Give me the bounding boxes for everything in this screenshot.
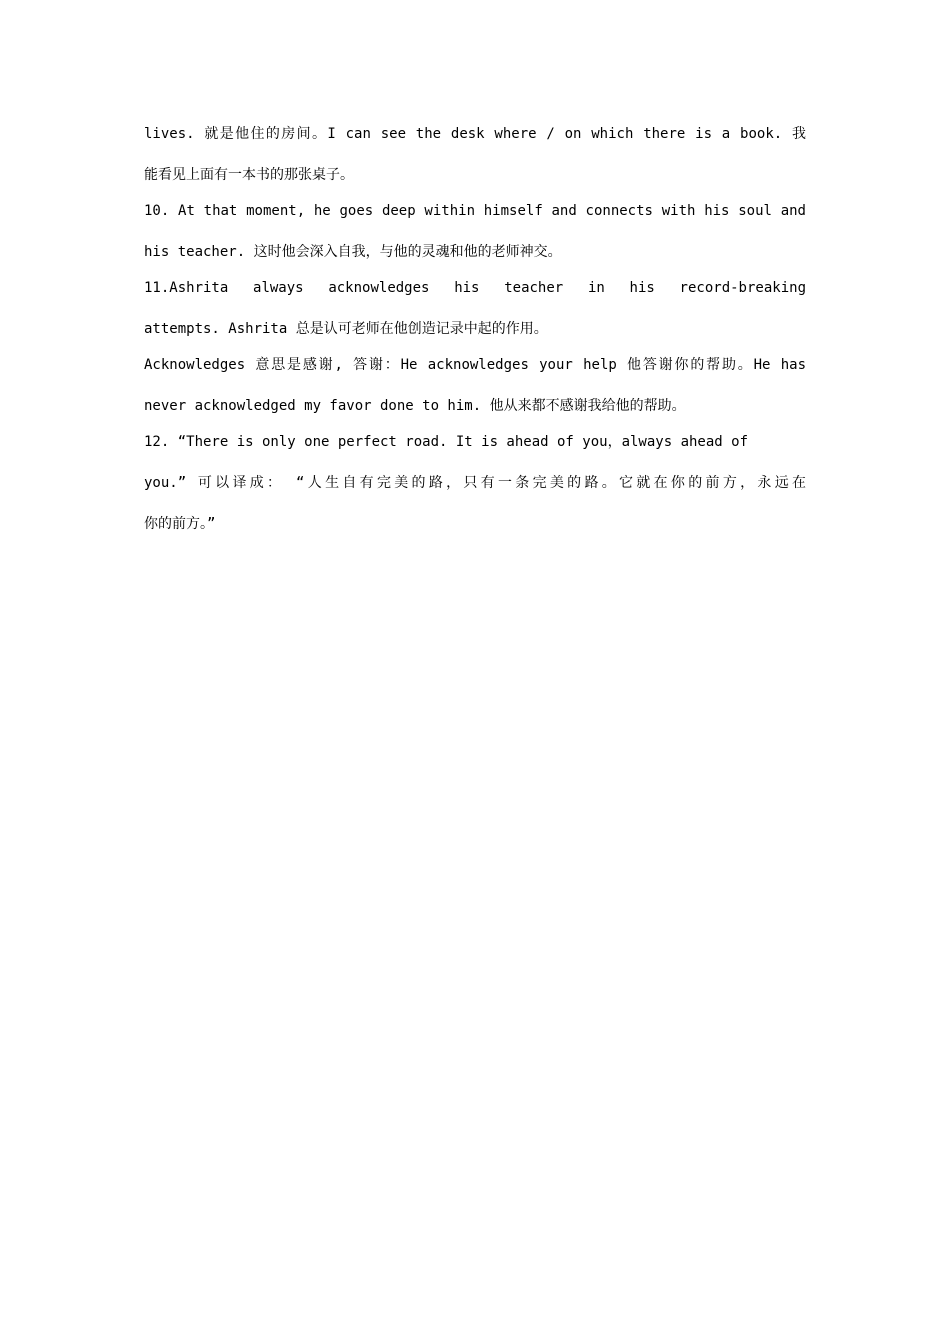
text-line-1: lives. 就是他住的房间。I can see the desk where / on which there is a book. 我 — [144, 126, 806, 142]
acknowledges-note-line-1: Acknowledges 意思是感谢, 答谢：He acknowledges your help 他答谢你的帮助。He has — [144, 357, 806, 373]
text-line-2: 能看见上面有一本书的那张桌子。 — [144, 167, 354, 183]
item-11-line-2: attempts. Ashrita 总是认可老师在他创造记录中起的作用。 — [144, 321, 548, 337]
item-12-line-1: 12. “There is only one perfect road. It is ahead of you，always ahead of — [144, 434, 749, 450]
acknowledges-note-line-2: never acknowledged my favor done to him. 他从来都不感谢我给他的帮助。 — [144, 398, 686, 414]
item-12-line-2: you.” 可以译成： “人生自有完美的路，只有一条完美的路。它就在你的前方，永远在 — [144, 475, 806, 491]
item-10-line-1: 10. At that moment, he goes deep within himself and connects with his soul and — [144, 203, 806, 219]
item-12-line-3: 你的前方。” — [144, 516, 216, 532]
document-body — [144, 124, 806, 534]
item-11-line-1: 11.Ashrita always acknowledges his teacher in his record-breaking — [144, 280, 806, 296]
item-10-line-2: his teacher. 这时他会深入自我，与他的灵魂和他的老师神交。 — [144, 244, 562, 260]
